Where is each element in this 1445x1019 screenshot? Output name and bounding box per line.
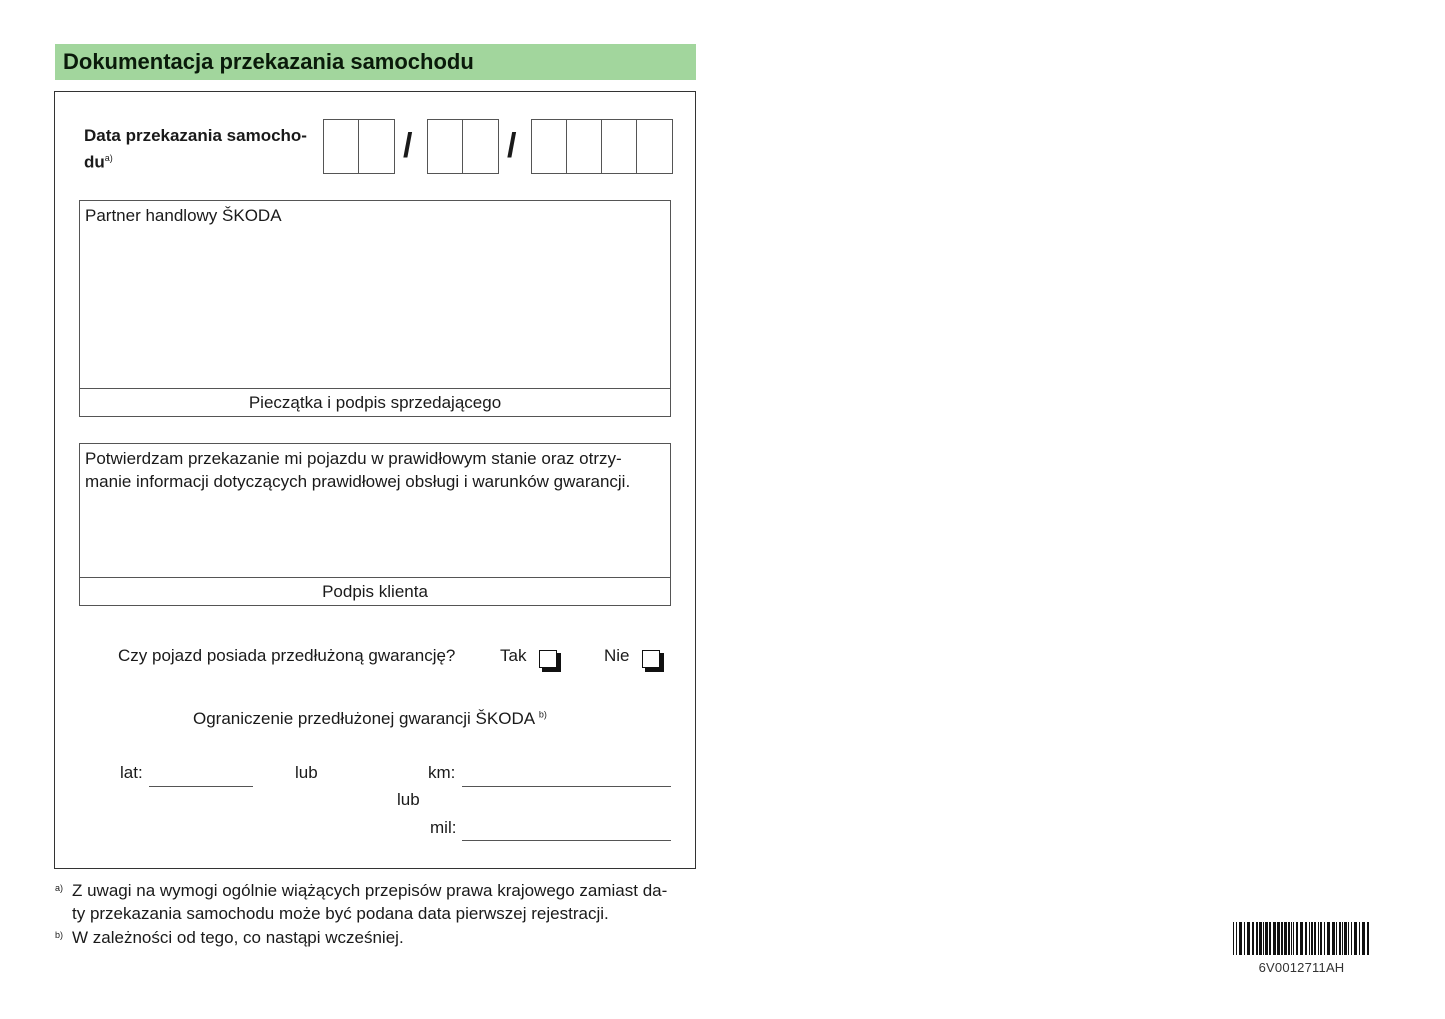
years-input-line[interactable] [149, 786, 253, 787]
dealer-signature-caption: Pieczątka i podpis sprzedającego [80, 388, 670, 416]
miles-input-line[interactable] [462, 840, 671, 841]
date-label-line1: Data przekazania samocho- [84, 126, 307, 145]
footnote-a-line1: Z uwagi na wymogi ogólnie wiążących przepisów prawa krajowego zamiast da- [72, 881, 668, 900]
day-input[interactable] [323, 119, 395, 174]
warranty-limit-text: Ograniczenie przedłużonej gwarancji ŠKODA [193, 709, 535, 728]
year-digit-4[interactable] [637, 120, 672, 173]
customer-signature-caption: Podpis klienta [80, 577, 670, 605]
date-label-line2: du [84, 152, 105, 172]
year-digit-1[interactable] [532, 120, 567, 173]
year-digit-2[interactable] [567, 120, 602, 173]
footnote-b-line1: W zależności od tego, co nastąpi wcześniej. [72, 928, 404, 947]
or-label: lub [397, 790, 420, 809]
km-label: km: [428, 763, 456, 782]
no-label: Nie [604, 646, 630, 665]
footnote-b [55, 926, 712, 949]
footnote-a-mark: a) [55, 883, 64, 893]
km-input-line[interactable] [462, 786, 671, 787]
footnote-ref-b: b) [538, 709, 547, 720]
dealer-box-title: Partner handlowy ŠKODA [85, 206, 282, 225]
page-title: Dokumentacja przekazania samochodu [63, 49, 474, 74]
customer-confirmation-text [85, 447, 660, 493]
customer-signature-box[interactable] [79, 443, 671, 606]
date-separator: / [507, 127, 517, 165]
or-label: lub [295, 763, 318, 782]
yes-checkbox[interactable] [539, 650, 561, 672]
dealer-stamp-box[interactable] [79, 200, 671, 417]
year-digit-3[interactable] [602, 120, 637, 173]
confirmation-line2: manie informacji dotyczących prawidłowej obsługi i warunków gwarancji. [85, 472, 631, 491]
confirmation-line1: Potwierdzam przekazanie mi pojazdu w prawidłowym stanie oraz otrzy- [85, 449, 622, 468]
month-digit-1[interactable] [428, 120, 463, 173]
footnote-a-line2: ty przekazania samochodu może być podana data pierwszej rejestracji. [72, 904, 609, 923]
no-checkbox[interactable] [642, 650, 664, 672]
warranty-limit-title [193, 709, 547, 729]
barcode-image [1233, 922, 1370, 955]
yes-label: Tak [500, 646, 527, 665]
footnote-b-mark: b) [55, 930, 64, 940]
years-label: lat: [120, 763, 143, 782]
barcode-number: 6V0012711AH [1258, 960, 1345, 975]
extended-warranty-question: Czy pojazd posiada przedłużoną gwarancję? [118, 646, 456, 665]
year-input[interactable] [531, 119, 673, 174]
day-digit-2[interactable] [359, 120, 394, 173]
month-digit-2[interactable] [463, 120, 498, 173]
day-digit-1[interactable] [324, 120, 359, 173]
date-separator: / [403, 127, 413, 165]
miles-label: mil: [430, 818, 457, 837]
month-input[interactable] [427, 119, 499, 174]
handover-date-label [84, 124, 324, 174]
footnote-a [55, 879, 712, 925]
section-header [55, 44, 696, 80]
footnote-ref-a: a) [104, 153, 113, 163]
